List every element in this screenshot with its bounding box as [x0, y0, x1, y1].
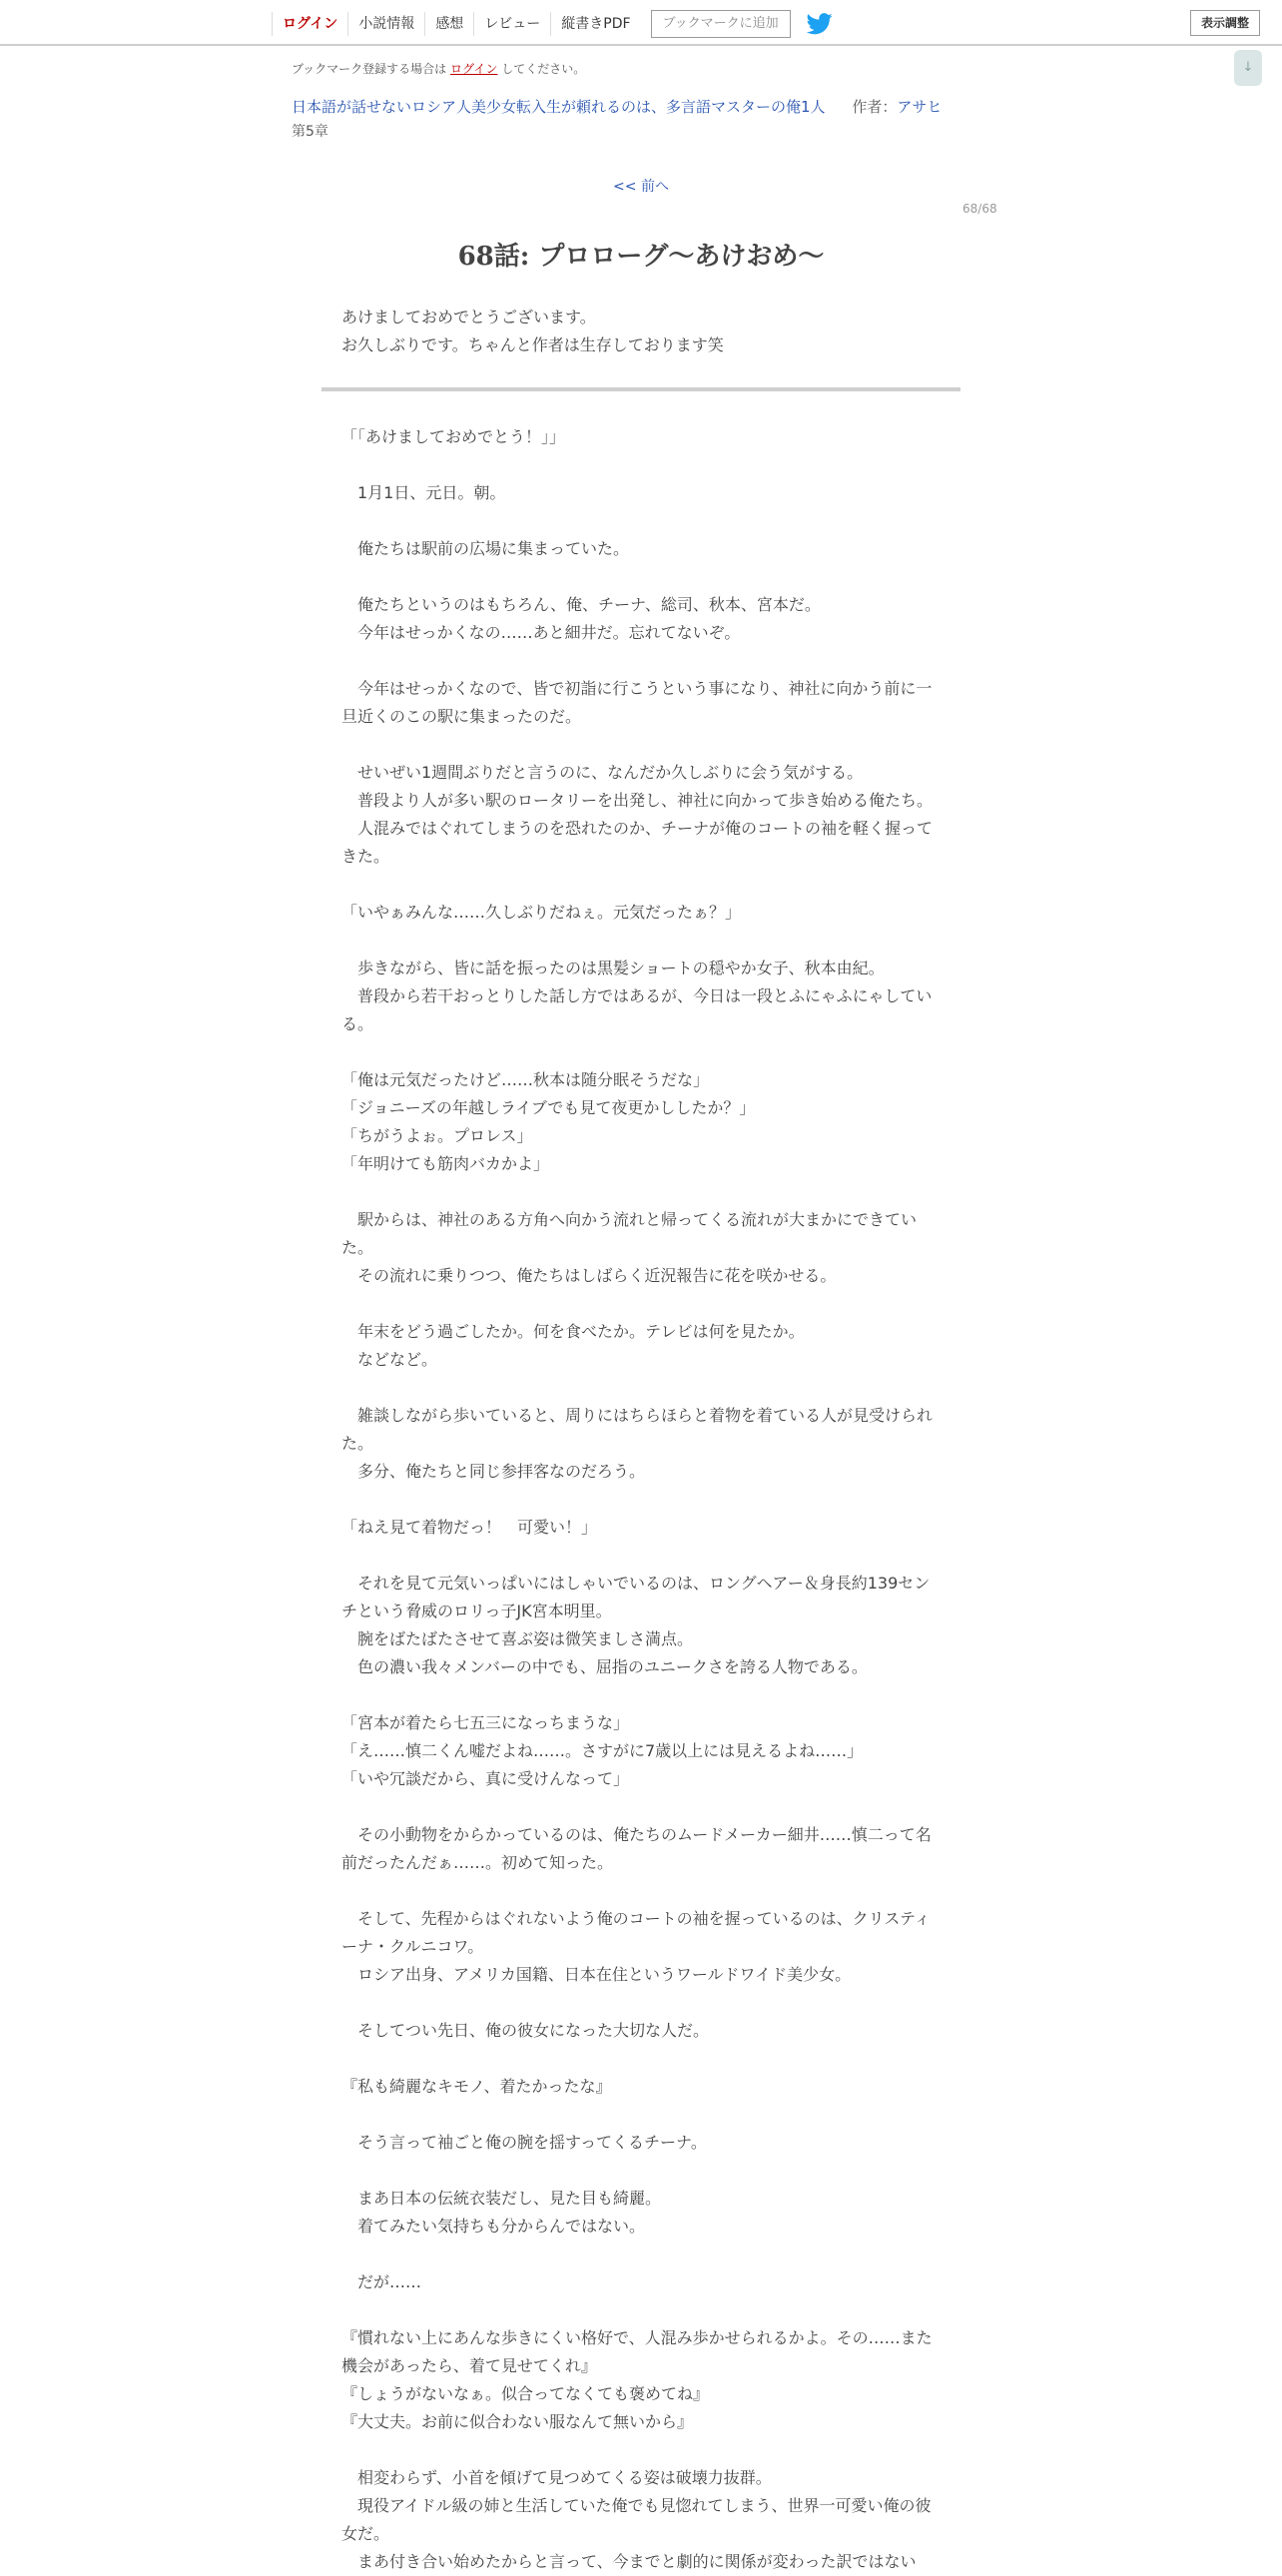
top-nav-bar	[0, 0, 1282, 46]
body-line: 今年はせっかくなので、皆で初詣に行こうという事になり、神社に向かう前に一旦近くのこの駅に集まったのだ。	[341, 679, 933, 726]
body-line: 「俺は元気だったけど……秋本は随分眠そうだな」	[341, 1070, 710, 1089]
body-line: まあ日本の伝統衣装だし、見た目も綺麗。	[341, 2189, 662, 2208]
preface-line: お久しぶりです。ちゃんと作者は生存しております笑	[341, 335, 724, 354]
body-line	[341, 647, 941, 675]
body-line	[341, 451, 941, 479]
body-line	[341, 1681, 941, 1709]
prev-link-text[interactable]: << 前へ	[613, 179, 669, 195]
body-line	[341, 927, 941, 955]
author-label: 作者：	[852, 98, 898, 116]
body-line	[341, 563, 941, 591]
body-line	[341, 1877, 941, 1905]
body-line: 『大丈夫。お前に似合わない服なんて無いから』	[341, 2412, 694, 2431]
review-link[interactable]: レビュー	[473, 12, 550, 36]
body-line	[341, 1486, 941, 1514]
body-line	[341, 731, 941, 759]
body-line	[341, 1374, 941, 1402]
body-line: その流れに乗りつつ、俺たちはしばらく近況報告に花を咲かせる。	[341, 1266, 837, 1285]
body-line: 色の濃い我々メンバーの中でも、屈指のユニークさを誇る人物である。	[341, 1657, 868, 1676]
body-line: 現役アイドル級の姉と生活していた俺でも見惚れてしまう、世界一可愛い俺の彼女だ。	[341, 2496, 932, 2543]
preface	[341, 304, 724, 359]
body-line: 腕をばたばたさせて喜ぶ姿は微笑ましさ満点。	[341, 1629, 694, 1648]
page-count: 68/68	[962, 202, 997, 216]
novel-info-link[interactable]: 小説情報	[347, 12, 424, 36]
body-line: 「え……慎二くん嘘だよね……。さすがに7歳以上には見えるよね……」	[341, 1741, 864, 1760]
prev-page-link	[0, 176, 1282, 196]
body-line: 「ジョニーズの年越しライブでも見て夜更かししたか？」	[341, 1098, 756, 1117]
body-line: それを見て元気いっぱいにはしゃいでいるのは、ロングヘアー＆身長約139センチという脅威のロリっ子JK宮本明里。	[341, 1574, 931, 1620]
bookmark-add-button[interactable]: ブックマークに追加	[651, 10, 791, 38]
body-line: 普段から若干おっとりした話し方ではあるが、今日は一段とふにゃふにゃしている。	[341, 986, 933, 1033]
notice-login-link[interactable]: ログイン	[450, 62, 498, 76]
body-line	[341, 1038, 941, 1066]
body-line: 『慣れない上にあんな歩きにくい格好で、人混み歩かせられるかよ。その……また機会があったら、着て見せてくれ』	[341, 2328, 933, 2375]
body-line	[341, 871, 941, 899]
body-line: 「ねえ見て着物だっ！ 可愛い！」	[341, 1518, 598, 1537]
body-line: せいぜい1週間ぶりだと言うのに、なんだか久しぶりに会う気がする。	[341, 763, 864, 782]
body-line	[341, 2296, 941, 2324]
body-line: 今年はせっかくなの……あと細井だ。忘れてないぞ。	[341, 623, 741, 642]
body-line: そしてつい先日、俺の彼女になった大切な人だ。	[341, 2021, 710, 2040]
scroll-down-button[interactable]: ↓	[1234, 50, 1262, 86]
body-line: 普段より人が多い駅のロータリーを出発し、神社に向かって歩き始める俺たち。	[341, 791, 934, 810]
body-line: 『私も綺麗なキモノ、着たかったな』	[341, 2077, 612, 2096]
body-line	[341, 1178, 941, 1206]
body-line: 駅からは、神社のある方角へ向かう流れと帰ってくる流れが大まかにできていた。	[341, 1210, 918, 1257]
nav-menu	[272, 10, 833, 38]
bookmark-notice	[292, 60, 585, 77]
body-line: 『しょうがないなぁ。似合ってなくても褒めてね』	[341, 2384, 710, 2403]
body-line	[341, 507, 941, 535]
body-line: 俺たちというのはもちろん、俺、チーナ、総司、秋本、宮本だ。	[341, 595, 821, 614]
episode-title: 68話: プロローグ～あけおめ～	[457, 242, 825, 272]
body-line: 「宮本が着たら七五三になっちまうな」	[341, 1713, 630, 1732]
body-line: 年末をどう過ごしたか。何を食べたか。テレビは何を見たか。	[341, 1322, 805, 1341]
body-line: だが……	[341, 2272, 422, 2291]
body-line: 「いや冗談だから、真に受けんなって」	[341, 1769, 630, 1788]
body-line: 雑談しながら歩いていると、周りにはちらほらと着物を着ている人が見受けられた。	[341, 1406, 934, 1453]
body-line: そう言って袖ごと俺の腕を揺すってくるチーナ。	[341, 2133, 707, 2152]
preface-divider	[321, 387, 961, 391]
body-line	[341, 1542, 941, 1570]
author-link[interactable]: アサヒ	[897, 98, 943, 116]
chapter-label: 第5章	[292, 124, 328, 140]
notice-prefix: ブックマーク登録する場合は	[292, 62, 447, 76]
novel-info-line	[292, 96, 942, 117]
body-line: 俺たちは駅前の広場に集まっていた。	[341, 539, 630, 558]
body-line: まあ付き合い始めたからと言って、今までと劇的に関係が変わった訳ではない	[341, 2552, 917, 2571]
body-line: 「年明けても筋肉バカかよ」	[341, 1154, 550, 1173]
body-line	[341, 2241, 941, 2268]
impressions-link[interactable]: 感想	[424, 12, 473, 36]
body-line: などなど。	[341, 1350, 438, 1369]
body-line	[341, 1793, 941, 1821]
body-line: 歩きながら、皆に話を振ったのは黒髪ショートの穏やか女子、秋本由紀。	[341, 959, 885, 977]
body-line: 相変わらず、小首を傾げて見つめてくる姿は破壊力抜群。	[341, 2468, 772, 2487]
novel-title-link[interactable]: 日本語が話せないロシア人美少女転入生が頼れるのは、多言語マスターの俺1人	[292, 98, 826, 116]
body-line	[341, 2101, 941, 2129]
twitter-icon[interactable]	[807, 13, 833, 35]
body-line: 「ちがうよぉ。プロレス」	[341, 1126, 533, 1145]
notice-suffix: してください。	[501, 62, 586, 76]
preface-line: あけましておめでとうございます。	[341, 308, 596, 326]
body-line	[341, 2157, 941, 2185]
body-line: そして、先程からはぐれないよう俺のコートの袖を握っているのは、クリスティーナ・クルニコワ。	[341, 1909, 931, 1956]
body-line: 「「あけましておめでとう！」」	[341, 427, 566, 446]
body-line: ロシア出身、アメリカ国籍、日本在住というワールドワイド美少女。	[341, 1965, 852, 1984]
body-line: その小動物をからかっているのは、俺たちのムードメーカー細井……慎二って名前だったんだぁ……。初めて知った。	[341, 1825, 932, 1872]
body-line: 「いやぁみんな……久しぶりだねぇ。元気だったぁ？」	[341, 903, 742, 922]
login-link[interactable]: ログイン	[272, 12, 347, 36]
body-line	[341, 1290, 941, 1318]
body-line	[341, 2045, 941, 2073]
body-line: 多分、俺たちと同じ参拝客なのだろう。	[341, 1462, 646, 1481]
body-line	[341, 1989, 941, 2017]
novel-body	[341, 423, 941, 2576]
body-line: 1月1日、元日。朝。	[341, 483, 506, 502]
display-settings-button[interactable]: 表示調整	[1190, 10, 1260, 36]
body-line: 人混みではぐれてしまうのを恐れたのか、チーナが俺のコートの袖を軽く握ってきた。	[341, 819, 934, 866]
body-line	[341, 2436, 941, 2464]
vertical-pdf-link[interactable]: 縦書きPDF	[550, 12, 640, 36]
body-line: 着てみたい気持ちも分からんではない。	[341, 2217, 646, 2236]
